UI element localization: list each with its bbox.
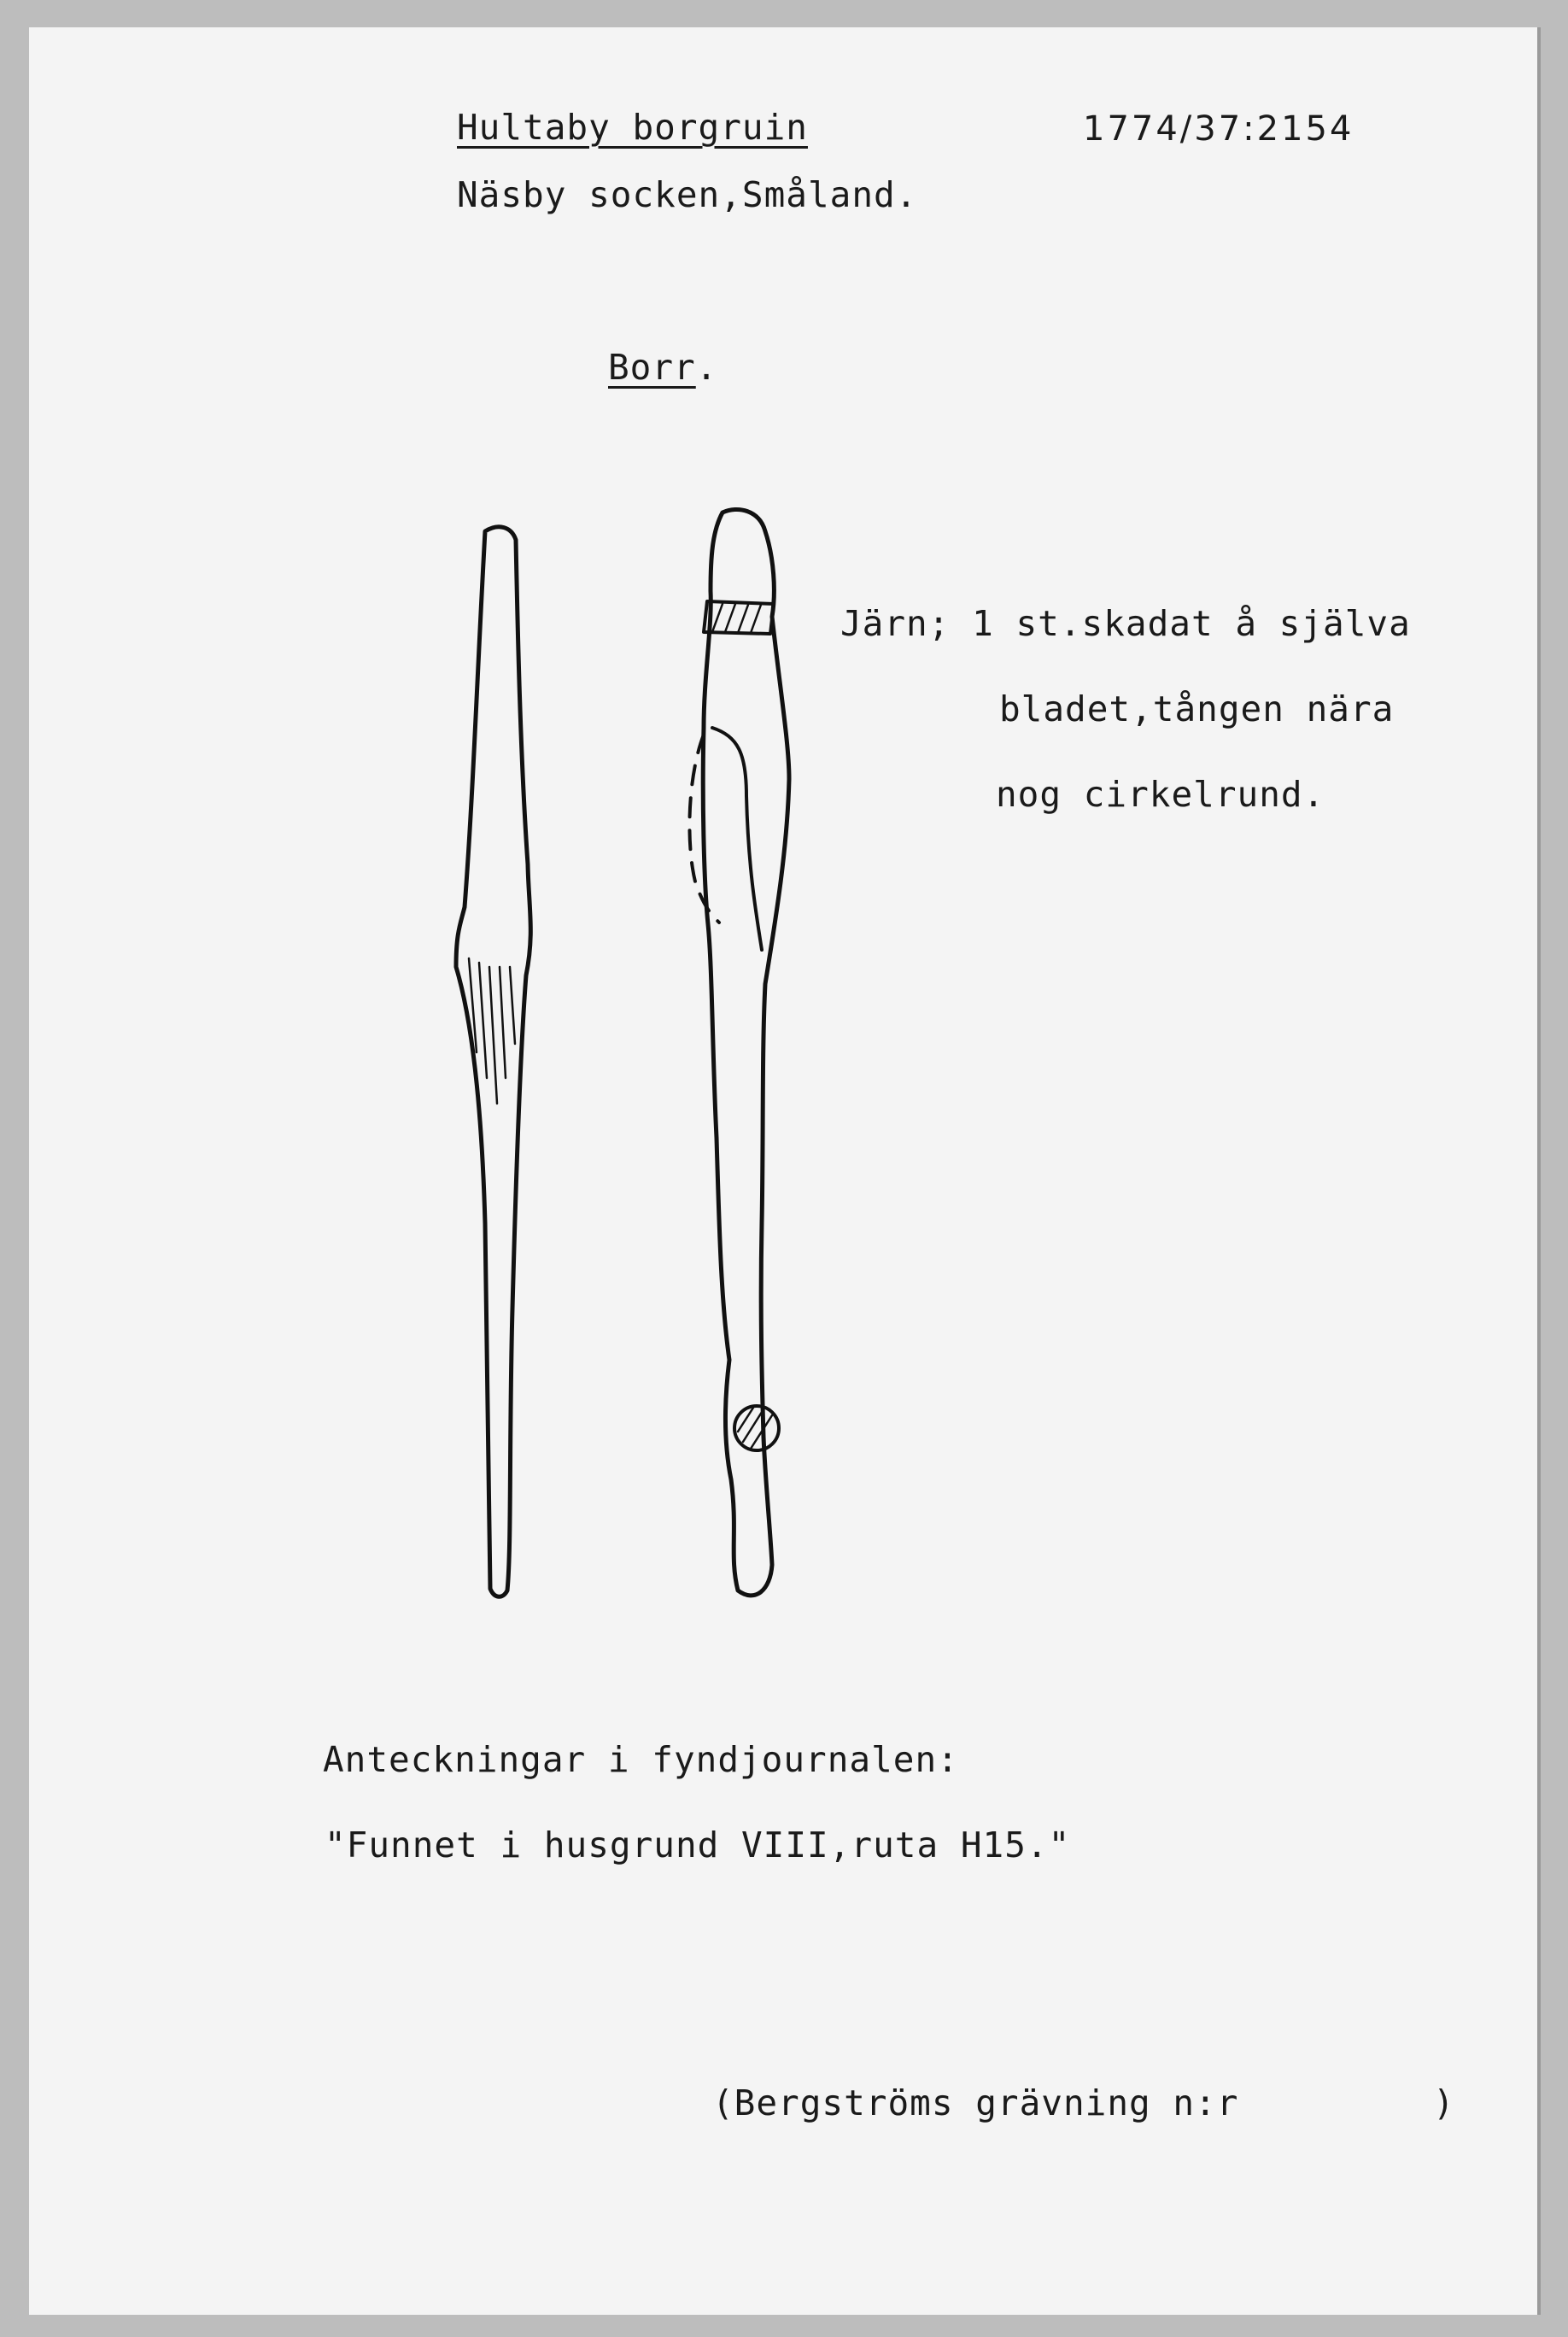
excavation-close-paren: ) bbox=[1433, 2082, 1455, 2123]
catalog-number: 1774/37:2154 bbox=[1083, 109, 1354, 149]
object-name-period: . bbox=[695, 347, 718, 388]
object-name: Borr bbox=[608, 347, 696, 388]
site-name: Hultaby borgruin bbox=[457, 107, 808, 148]
notes-quote: "Funnet i husgrund VIII,ruta H15." bbox=[325, 1824, 1071, 1866]
description-line-1: Järn; 1 st.skadat å själva bbox=[840, 603, 1411, 644]
excavation-label: (Bergströms grävning n:r bbox=[712, 2082, 1239, 2123]
description-line-3: nog cirkelrund. bbox=[996, 774, 1325, 815]
parish-location: Näsby socken,Småland. bbox=[457, 174, 918, 215]
drill-drawing bbox=[29, 27, 1541, 2315]
description-line-2: bladet,tången nära bbox=[999, 688, 1395, 729]
catalog-card bbox=[29, 27, 1541, 2315]
drill-front-view bbox=[703, 509, 789, 1595]
drill-side-view bbox=[456, 527, 530, 1596]
notes-heading: Anteckningar i fyndjournalen: bbox=[323, 1739, 959, 1780]
